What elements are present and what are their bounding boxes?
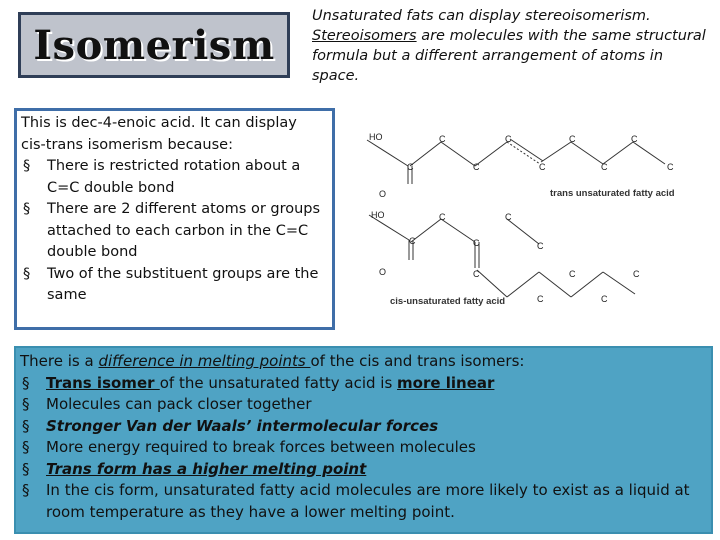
atom-label: C	[473, 238, 480, 248]
point-text: of the unsaturated fatty acid is	[159, 373, 398, 392]
point-emphasis: Stronger Van der Waals’ intermolecular forces	[46, 416, 439, 435]
intro-text	[312, 6, 714, 86]
atom-label: C	[601, 294, 608, 304]
lead-text: There is a	[20, 352, 99, 370]
isomerism-reasons-box	[14, 108, 335, 330]
atom-label: C	[439, 212, 446, 222]
atom-label: C	[569, 269, 576, 279]
point-item	[20, 459, 705, 481]
atom-label: O	[379, 267, 387, 277]
lead-emphasis: difference in melting points	[98, 352, 311, 370]
atom-label: C	[601, 162, 608, 172]
atom-label: C	[631, 134, 638, 144]
point-item	[20, 373, 705, 395]
atom-label: C	[439, 134, 446, 144]
atom-label: C	[537, 241, 544, 251]
bullet-icon: §	[23, 265, 31, 282]
reason-text: There is restricted rotation about a C=C double bond	[47, 158, 301, 196]
point-emphasis: Trans form has a higher melting point	[46, 459, 367, 478]
structural-formula-diagram	[345, 112, 715, 327]
bullet-icon: §	[23, 158, 31, 174]
melting-points-list	[20, 373, 705, 524]
reason-item	[21, 156, 326, 199]
intro-definition: are molecules with the same structural formula but a different arrangement of atoms in space.	[312, 28, 706, 84]
reasons-lead: This is dec-4-enoic acid. It can display cis-trans isomerism because:	[21, 115, 297, 153]
reasons-list	[21, 156, 326, 307]
intro-line-1: Unsaturated fats can display stereoisomerism.	[312, 8, 651, 24]
atom-label: C	[409, 236, 416, 246]
atom-label: C	[633, 269, 640, 279]
bullet-icon: §	[22, 481, 30, 499]
bullet-icon: §	[22, 459, 30, 478]
atom-label: C	[667, 162, 674, 172]
point-item	[20, 416, 705, 438]
atom-label: C	[539, 162, 546, 172]
cis-label: cis-unsaturated fatty acid	[390, 296, 506, 307]
trans-label: trans unsaturated fatty acid	[550, 188, 675, 199]
point-text: In the cis form, unsaturated fatty acid molecules are more likely to exist as a liquid at room temperature as they have a lower melting point.	[46, 481, 690, 521]
lead-text-end: of the cis and trans isomers:	[310, 352, 525, 370]
bullet-icon: §	[23, 201, 31, 217]
point-item	[20, 480, 705, 523]
bullet-icon: §	[22, 373, 30, 392]
melting-lead	[20, 351, 705, 373]
point-item	[20, 394, 705, 416]
melting-point-box	[14, 346, 713, 534]
reason-item	[21, 264, 326, 307]
point-emphasis: more linear	[397, 373, 495, 392]
trans-atoms	[369, 132, 675, 199]
atom-label: C	[505, 212, 512, 222]
atom-label: C	[407, 162, 414, 172]
point-item	[20, 437, 705, 459]
point-emphasis: Trans isomer	[46, 373, 160, 392]
atom-label: C	[569, 134, 576, 144]
atom-label: C	[473, 269, 480, 279]
atom-label: C	[505, 134, 512, 144]
bullet-icon: §	[22, 395, 30, 413]
cis-atoms	[371, 210, 640, 307]
point-text: Molecules can pack closer together	[46, 395, 312, 413]
atom-label: O	[379, 189, 387, 199]
atom-label: HO	[369, 132, 383, 142]
stereoisomers-term: Stereoisomers	[312, 28, 417, 44]
atom-label: C	[473, 162, 480, 172]
bullet-icon: §	[22, 438, 30, 456]
reason-text: There are 2 different atoms or groups attached to each carbon in the C=C double bond	[47, 201, 321, 260]
point-text: More energy required to break forces between molecules	[46, 438, 476, 456]
cis-skeleton	[369, 215, 635, 297]
atom-label: C	[537, 294, 544, 304]
reason-item	[21, 199, 326, 264]
bullet-icon: §	[22, 416, 30, 435]
page-title: Isomerism	[33, 21, 275, 69]
atom-label: HO	[371, 210, 385, 220]
title-box	[18, 12, 290, 78]
reason-text: Two of the substituent groups are the same	[47, 265, 319, 303]
